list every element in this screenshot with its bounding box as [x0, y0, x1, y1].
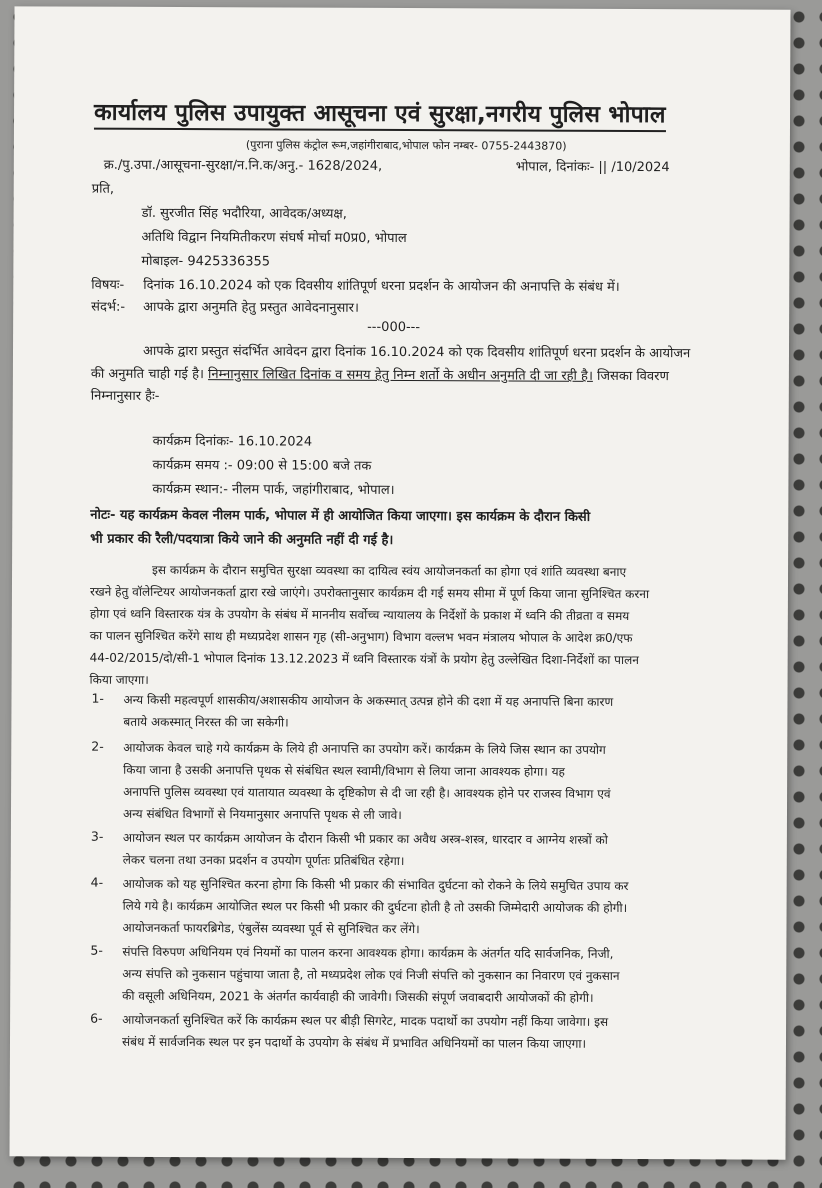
note-line-1: नोटः- यह कार्यक्रम केवल नीलम पार्क, भोपाल में ही आयोजित किया जाएगा। इस कार्यक्रम के दौरान किसी [90, 507, 591, 525]
condition-6-number: 6- [90, 1010, 103, 1026]
condition-3-line-1: आयोजन स्थल पर कार्यक्रम आयोजन के दौरान किसी भी प्रकार का अवैध अस्त्र-शस्त्र, धारदार व आग्नेय शस्त्रों को [122, 830, 608, 847]
condition-2-line-1: आयोजक केवल चाहे गये कार्यक्रम के लिये ही अनापत्ति का उपयोग करें। कार्यक्रम के लिये जिस स्थान का उपयोग [123, 740, 606, 757]
recipient-org: अतिथि विद्वान नियमितीकरण संघर्ष मोर्चा म0प्र0, भोपाल [141, 229, 407, 247]
condition-3-line-2: लेकर चलना तथा उनका प्रदर्शन व उपयोग पूर्णतः प्रतिबंधित रहेगा। [122, 852, 405, 869]
prati-label: प्रति, [91, 181, 115, 197]
body-line-5: 44-02/2015/दो/सी-1 भोपाल दिनांक 13.12.2023 में ध्वनि विस्तारक यंत्रों के प्रयोग हेतु उल्लेखित दिशा-निर्देशों का पालन [89, 650, 639, 668]
intro-line-2-underlined: निम्नानुसार लिखित दिनांक व समय हेतु निम्न शर्तो के अधीन अनुमति दी जा रही है। [208, 367, 593, 384]
reference-label: संदर्भ:- [91, 299, 126, 315]
office-title: कार्यालय पुलिस उपायुक्त आसूचना एवं सुरक्षा,नगरीय पुलिस भोपाल [94, 95, 666, 132]
condition-6-line-1: आयोजनकर्ता सुनिश्चित करें कि कार्यक्रम स्थल पर बीड़ी सिगरेट, मादक पदार्थो का उपयोग नहीं किया जावेगा। इस [122, 1012, 609, 1029]
condition-4-line-1: आयोजक को यह सुनिश्चित करना होगा कि किसी भी प्रकार की संभावित दुर्घटना को रोकने के लिये समुचित उपाय कर [122, 876, 629, 893]
intro-line-3: निम्नानुसार हैः- [90, 388, 160, 404]
separator: ---000--- [367, 319, 421, 336]
note-line-2: भी प्रकार की रैली/पदयात्रा किये जाने की अनुमति नहीं दी गई है। [90, 531, 394, 548]
intro-line-2-end: जिसका विवरण [597, 368, 669, 385]
office-address: (पुराना पुलिस कंट्रोल रूम,जहांगीराबाद,भोपाल फोन नम्बर- 0755-2443870) [245, 138, 567, 153]
intro-line-2-start: की अनुमति चाही गई है। [90, 366, 204, 383]
condition-6-line-2: संबंध में सार्वजनिक स्थल पर इन पदार्थो के उपयोग के संबंध में प्रभावित अधिनियमों का पालन किया जाएगा। [121, 1034, 587, 1051]
condition-5-line-2: अन्य संपत्ति को नुकसान पहुंचाया जाता है, तो मध्यप्रदेश लोक एवं निजी संपत्ति को नुकसान का निवारण एवं नुकसान [122, 966, 620, 983]
program-time: कार्यक्रम समय :- 09:00 से 15:00 बजे तक [152, 457, 372, 474]
intro-line-1: आपके द्वारा प्रस्तुत संदर्भित आवेदन द्वारा दिनांक 16.10.2024 को एक दिवसीय शांतिपूर्ण धरना प्रदर्शन के आयोजन [142, 343, 691, 362]
condition-5-line-3: की वसूली अधिनियम, 2021 के अंतर्गत कार्यवाही की जावेगी। जिसकी संपूर्ण जवाबदारी आयोजकों की होगी। [122, 988, 594, 1005]
subject-text: दिनांक 16.10.2024 को एक दिवसीय शांतिपूर्ण धरना प्रदर्शन के आयोजन की अनापत्ति के संबंध में। [143, 277, 620, 295]
body-line-1: इस कार्यक्रम के दौरान समुचित सुरक्षा व्यवस्था का दायित्व स्वंय आयोजनकर्ता का होगा एवं शांति व्यवस्था बनाए [152, 562, 627, 579]
subject-label: विषयः- [91, 277, 125, 293]
reference-text: आपके द्वारा अनुमति हेतु प्रस्तुत आवेदनानुसार। [143, 299, 359, 316]
condition-2-line-2: किया जाना है उसकी अनापत्ति पृथक से संबंधित स्थल स्वामी/विभाग से लिया जाना आवश्यक होगा। यह [123, 762, 565, 779]
body-line-4: का पालन सुनिश्चित करेंगे साथ ही मध्यप्रदेश शासन गृह (सी-अनुभाग) विभाग वल्लभ भवन मंत्रालय भोपाल के आदेश क्र0/एफ [89, 628, 633, 646]
body-line-6: किया जाएगा। [89, 672, 149, 687]
condition-5-line-1: संपत्ति विरुपण अधिनियम एवं नियमों का पालन करना आवश्यक होगा। कार्यक्रम के अंतर्गत यदि सार्वजनिक, निजी, [122, 944, 614, 961]
program-date: कार्यक्रम दिनांकः- 16.10.2024 [152, 433, 313, 450]
condition-4-line-3: आयोजनकर्ता फायरब्रिगेड, एंबुलेंस व्यवस्था पूर्व से सुनिश्चित कर लेंगे। [122, 920, 420, 937]
condition-4-line-2: लिये गये है। कार्यक्रम आयोजित स्थल पर किसी भी प्रकार की दुर्घटना होती है तो उसकी जिम्मेदारी आयोजक की होगी। [122, 898, 628, 915]
intro-line-2 [91, 364, 669, 385]
condition-4-number: 4- [90, 874, 104, 890]
condition-2-line-4: अन्य संबंधित विभागों से नियमानुसार अनापत्ति पृथक से ली जावे। [122, 806, 402, 823]
program-place: कार्यक्रम स्थान:- नीलम पार्क, जहांगीराबाद, भोपाल। [152, 481, 395, 498]
condition-1-line-1: अन्य किसी महत्वपूर्ण शासकीय/अशासकीय आयोजन के अकस्मात् उत्पन्न होने की दशा में यह अनापत्ति बिना कारण [123, 692, 614, 709]
condition-1-number: 1- [91, 690, 104, 706]
condition-2-line-3: अनापत्ति पुलिस व्यवस्था एवं यातायात व्यवस्था के दृष्टिकोण से दी जा रही है। आवश्यक होने पर राजस्व विभाग एवं [123, 784, 611, 801]
reference-number: क्र./पु.उपा./आसूचना-सुरक्षा/न.नि.क/अनु.- 1628/2024, [103, 157, 383, 174]
recipient-name: डॉ. सुरजीत सिंह भदौरिया, आवेदक/अध्यक्ष, [141, 205, 347, 222]
condition-5-number: 5- [90, 942, 103, 958]
condition-3-number: 3- [90, 828, 104, 844]
recipient-mobile: मोबाइल- 9425336355 [141, 253, 271, 270]
condition-2-number: 2- [91, 738, 104, 754]
body-line-2: रखने हेतु वॉलेन्टियर आयोजनकर्ता द्वारा रखे जाएंगे। उपरोक्तानुसार कार्यक्रम दी गई समय सीमा में पूर्ण किया जाना सुनिश्चित करना [89, 584, 650, 602]
body-line-3: होगा एवं ध्वनि विस्तारक यंत्र के उपयोग के संबंध में माननीय सर्वोच्च न्यायालय के निर्देशों के प्रकाश में ध्वनि की तीव्रता व समय [89, 606, 630, 624]
place-date: भोपाल, दिनांकः- || /10/2024 [515, 159, 670, 176]
letter-page [9, 6, 790, 1159]
condition-1-line-2: बताये अकस्मात् निरस्त की जा सकेगी। [123, 714, 289, 730]
